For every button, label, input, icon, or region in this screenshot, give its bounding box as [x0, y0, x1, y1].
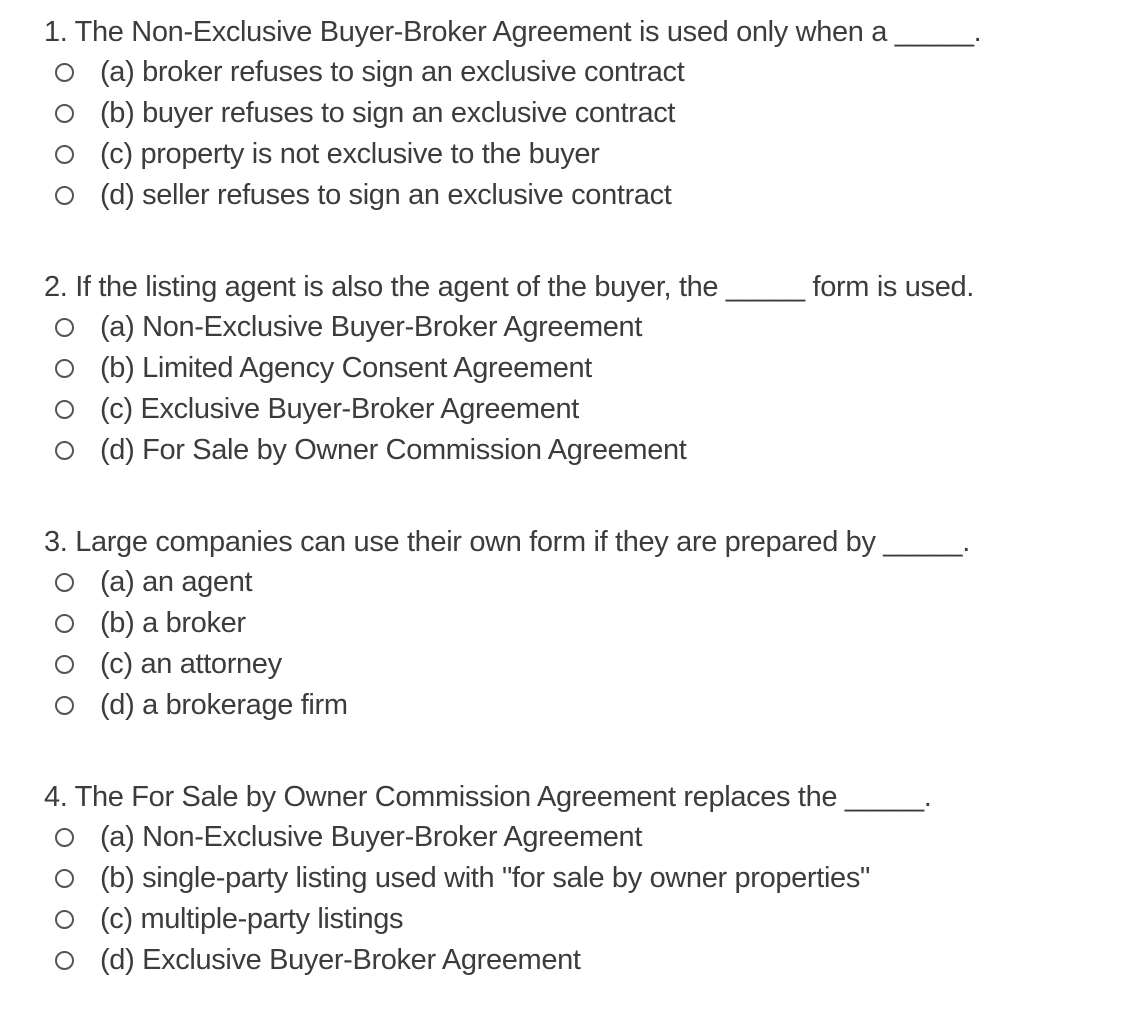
- radio-button[interactable]: [55, 318, 74, 337]
- option-d[interactable]: [44, 943, 1124, 984]
- option-label: (b) Limited Agency Consent Agreement: [100, 352, 592, 384]
- option-d[interactable]: [44, 433, 1124, 474]
- option-d[interactable]: [44, 178, 1124, 219]
- option-label: (a) an agent: [100, 566, 253, 598]
- option-label: (c) multiple-party listings: [100, 903, 404, 935]
- option-c[interactable]: [44, 902, 1124, 943]
- radio-button[interactable]: [55, 441, 74, 460]
- question-4: [44, 780, 1124, 984]
- question-1: [44, 15, 1124, 219]
- question-2: [44, 270, 1124, 474]
- radio-button[interactable]: [55, 400, 74, 419]
- radio-button[interactable]: [55, 696, 74, 715]
- option-label: (c) Exclusive Buyer-Broker Agreement: [100, 393, 579, 425]
- radio-button[interactable]: [55, 655, 74, 674]
- radio-button[interactable]: [55, 828, 74, 847]
- option-label: (d) seller refuses to sign an exclusive contract: [100, 179, 672, 211]
- option-label: (d) Exclusive Buyer-Broker Agreement: [100, 944, 581, 976]
- option-label: (c) property is not exclusive to the buyer: [100, 138, 600, 170]
- radio-button[interactable]: [55, 63, 74, 82]
- radio-button[interactable]: [55, 104, 74, 123]
- option-label: (a) broker refuses to sign an exclusive contract: [100, 56, 685, 88]
- option-c[interactable]: [44, 137, 1124, 178]
- option-d[interactable]: [44, 688, 1124, 729]
- option-label: (d) For Sale by Owner Commission Agreement: [100, 434, 687, 466]
- radio-button[interactable]: [55, 869, 74, 888]
- option-label: (b) a broker: [100, 607, 246, 639]
- option-label: (a) Non-Exclusive Buyer-Broker Agreement: [100, 821, 643, 853]
- option-b[interactable]: [44, 96, 1124, 137]
- option-a[interactable]: [44, 565, 1124, 606]
- question-3: [44, 525, 1124, 729]
- option-label: (d) a brokerage firm: [100, 689, 348, 721]
- option-a[interactable]: [44, 55, 1124, 96]
- option-label: (c) an attorney: [100, 648, 282, 680]
- question-text: 3. Large companies can use their own form if they are prepared by _____.: [44, 526, 970, 558]
- option-a[interactable]: [44, 820, 1124, 861]
- option-label: (b) single-party listing used with "for sale by owner properties": [100, 862, 870, 894]
- option-b[interactable]: [44, 861, 1124, 902]
- radio-button[interactable]: [55, 614, 74, 633]
- question-text: 2. If the listing agent is also the agent of the buyer, the _____ form is used.: [44, 271, 974, 303]
- radio-button[interactable]: [55, 186, 74, 205]
- radio-button[interactable]: [55, 359, 74, 378]
- option-label: (b) buyer refuses to sign an exclusive contract: [100, 97, 676, 129]
- option-b[interactable]: [44, 351, 1124, 392]
- option-c[interactable]: [44, 392, 1124, 433]
- question-text: 1. The Non-Exclusive Buyer-Broker Agreement is used only when a _____.: [44, 16, 982, 48]
- radio-button[interactable]: [55, 573, 74, 592]
- radio-button[interactable]: [55, 910, 74, 929]
- radio-button[interactable]: [55, 145, 74, 164]
- question-text: 4. The For Sale by Owner Commission Agreement replaces the _____.: [44, 781, 932, 813]
- option-label: (a) Non-Exclusive Buyer-Broker Agreement: [100, 311, 643, 343]
- radio-button[interactable]: [55, 951, 74, 970]
- option-a[interactable]: [44, 310, 1124, 351]
- option-c[interactable]: [44, 647, 1124, 688]
- option-b[interactable]: [44, 606, 1124, 647]
